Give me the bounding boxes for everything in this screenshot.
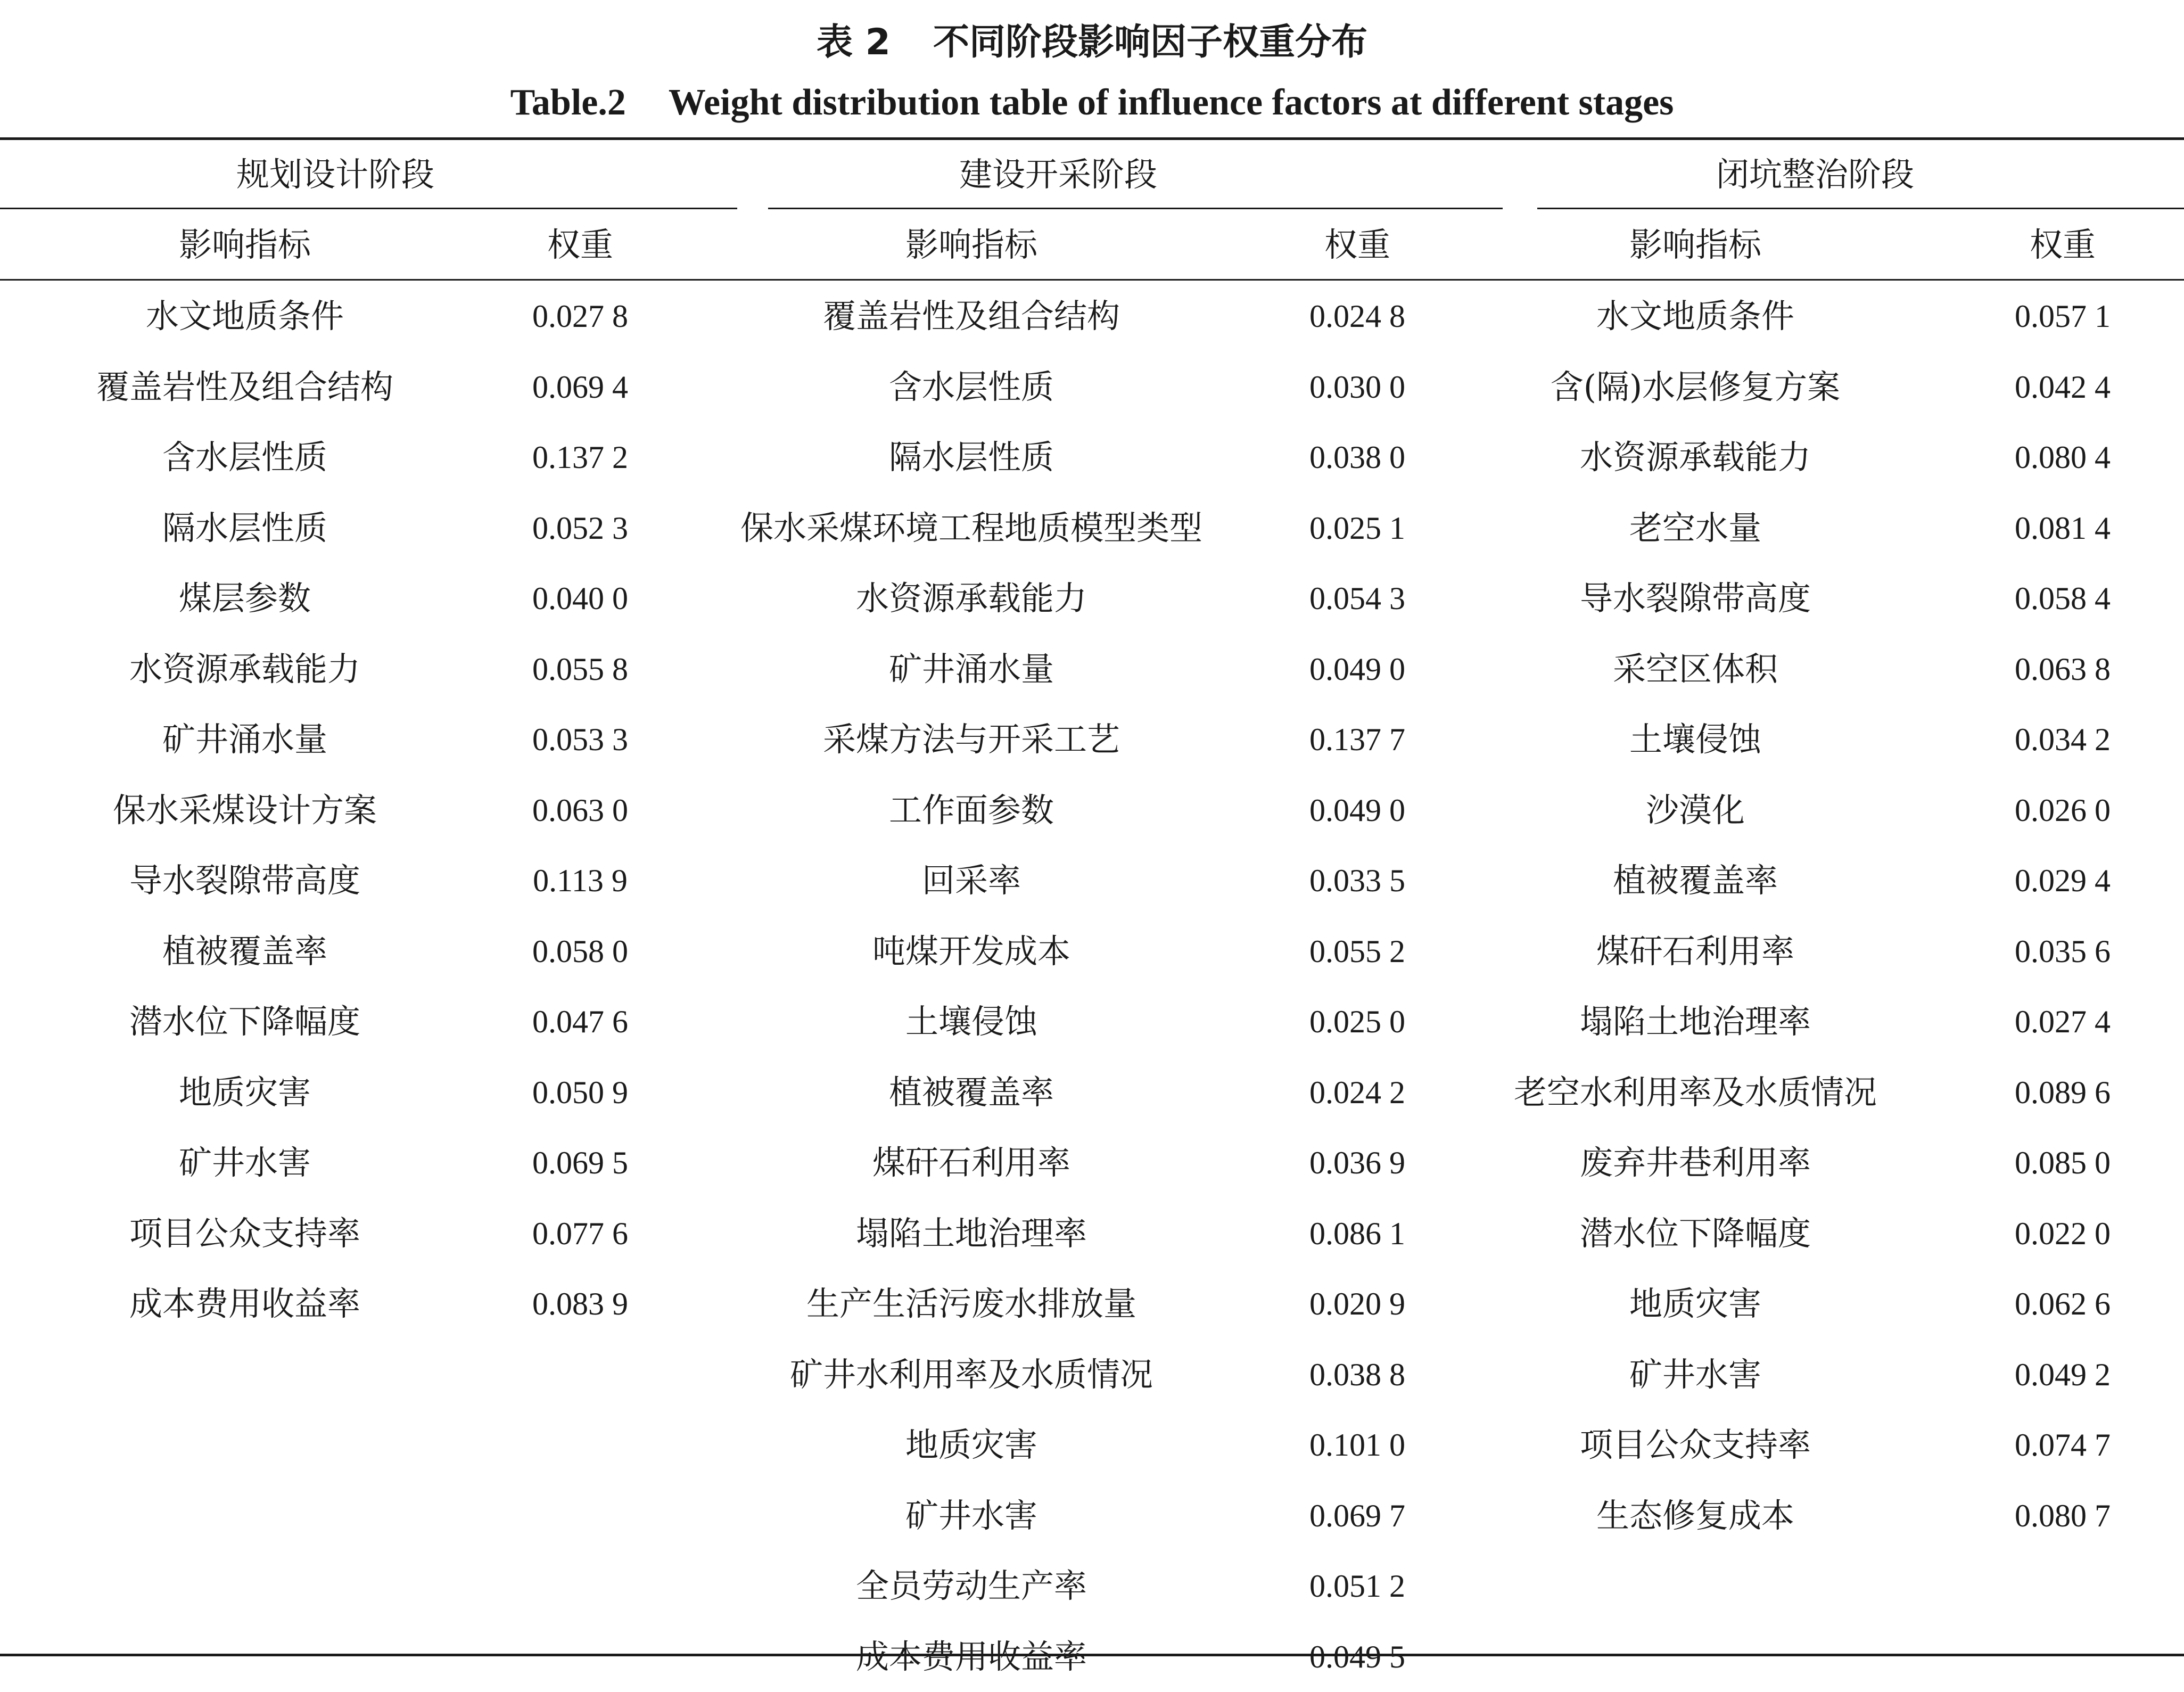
factor-cell: 保水采煤设计方案 <box>53 775 436 846</box>
weight-cell: 0.038 8 <box>1251 1340 1464 1410</box>
factor-cell: 矿井水害 <box>1480 1340 1911 1410</box>
stage-column-planning <box>53 281 687 1340</box>
table-row <box>1480 1481 2161 1551</box>
weight-cell: 0.035 6 <box>1964 916 2161 987</box>
weight-cell: 0.022 0 <box>1964 1198 2161 1269</box>
factor-cell: 老空水量 <box>1480 493 1911 564</box>
factor-cell: 地质灾害 <box>53 1057 436 1128</box>
weight-cell: 0.049 5 <box>1251 1622 1464 1692</box>
factor-cell: 采空区体积 <box>1480 634 1911 705</box>
weight-cell: 0.113 9 <box>474 845 687 916</box>
weight-cell: 0.040 0 <box>474 563 687 634</box>
stage-header-closure: 闭坑整治阶段 <box>1544 143 2087 207</box>
table-row <box>53 281 687 352</box>
weight-cell: 0.027 4 <box>1964 987 2161 1057</box>
table-row <box>1480 352 2161 423</box>
weight-cell: 0.080 7 <box>1964 1481 2161 1551</box>
factor-cell: 矿井水利用率及水质情况 <box>692 1340 1251 1410</box>
table-row <box>692 1340 1464 1410</box>
weight-cell: 0.062 6 <box>1964 1269 2161 1340</box>
weight-cell: 0.049 0 <box>1251 775 1464 846</box>
factor-cell: 矿井水害 <box>692 1481 1251 1551</box>
table-row <box>1480 916 2161 987</box>
table-caption-en <box>0 73 2184 132</box>
weight-cell: 0.049 0 <box>1251 634 1464 705</box>
table-row <box>1480 493 2161 564</box>
table-row <box>53 1198 687 1269</box>
factor-cell: 煤矸石利用率 <box>692 1128 1251 1198</box>
table-title-en: Weight distribution table of influence factors at different stages <box>669 82 1674 123</box>
weight-cell: 0.055 8 <box>474 634 687 705</box>
table-row <box>692 1410 1464 1481</box>
table-row <box>1480 1128 2161 1198</box>
weight-cell: 0.024 8 <box>1251 281 1464 352</box>
factor-cell: 项目公众支持率 <box>1480 1410 1911 1481</box>
factor-cell: 矿井涌水量 <box>53 704 436 775</box>
table-row <box>692 1198 1464 1269</box>
table-row <box>692 493 1464 564</box>
table-row <box>1480 987 2161 1057</box>
weight-cell: 0.029 4 <box>1964 845 2161 916</box>
weight-cell: 0.038 0 <box>1251 422 1464 493</box>
table-row <box>692 422 1464 493</box>
factor-cell: 隔水层性质 <box>692 422 1251 493</box>
factor-cell: 植被覆盖率 <box>1480 845 1911 916</box>
table-row <box>692 1481 1464 1551</box>
group-underline-construction <box>768 208 1503 209</box>
table-row <box>53 916 687 987</box>
table-row <box>53 1269 687 1340</box>
factor-cell: 地质灾害 <box>1480 1269 1911 1340</box>
top-rule <box>0 137 2184 140</box>
stage-column-construction <box>692 281 1464 1692</box>
factor-cell: 沙漠化 <box>1480 775 1911 846</box>
stage-column-closure <box>1480 281 2161 1551</box>
factor-cell: 废弃井巷利用率 <box>1480 1128 1911 1198</box>
table-number-cn: 表 2 <box>817 21 891 63</box>
table-row <box>692 281 1464 352</box>
column-header-factor-planning: 影响指标 <box>53 211 436 279</box>
factor-cell: 水资源承载能力 <box>692 563 1251 634</box>
weight-cell: 0.050 9 <box>474 1057 687 1128</box>
factor-cell: 覆盖岩性及组合结构 <box>692 281 1251 352</box>
table-row <box>1480 281 2161 352</box>
table-number-en: Table.2 <box>510 82 626 123</box>
header-rule <box>0 279 2184 281</box>
factor-cell: 土壤侵蚀 <box>1480 704 1911 775</box>
weight-cell: 0.069 7 <box>1251 1481 1464 1551</box>
weight-cell: 0.085 0 <box>1964 1128 2161 1198</box>
factor-cell: 成本费用收益率 <box>692 1622 1251 1692</box>
table-row <box>692 1128 1464 1198</box>
table-row <box>692 987 1464 1057</box>
table-row <box>1480 422 2161 493</box>
weight-cell: 0.034 2 <box>1964 704 2161 775</box>
factor-cell: 导水裂隙带高度 <box>1480 563 1911 634</box>
factor-cell: 地质灾害 <box>692 1410 1251 1481</box>
weight-cell: 0.083 9 <box>474 1269 687 1340</box>
weight-cell: 0.063 0 <box>474 775 687 846</box>
table-row <box>1480 845 2161 916</box>
weight-cell: 0.089 6 <box>1964 1057 2161 1128</box>
factor-cell: 工作面参数 <box>692 775 1251 846</box>
table-row <box>1480 1057 2161 1128</box>
factor-cell: 塌陷土地治理率 <box>1480 987 1911 1057</box>
column-header-weight-closure: 权重 <box>1964 211 2161 279</box>
table-row <box>1480 1198 2161 1269</box>
weight-cell: 0.063 8 <box>1964 634 2161 705</box>
table-row <box>53 845 687 916</box>
factor-cell: 土壤侵蚀 <box>692 987 1251 1057</box>
table-row <box>692 563 1464 634</box>
table-row <box>692 1269 1464 1340</box>
weight-cell: 0.020 9 <box>1251 1269 1464 1340</box>
factor-cell: 含(隔)水层修复方案 <box>1480 352 1911 423</box>
factor-cell: 保水采煤环境工程地质模型类型 <box>692 493 1251 564</box>
table-row <box>1480 563 2161 634</box>
table-caption-cn <box>0 11 2184 75</box>
table-row <box>692 916 1464 987</box>
factor-cell: 水资源承载能力 <box>53 634 436 705</box>
table-row <box>1480 775 2161 846</box>
column-header-factor-construction: 影响指标 <box>692 211 1251 279</box>
factor-cell: 水文地质条件 <box>1480 281 1911 352</box>
factor-cell: 覆盖岩性及组合结构 <box>53 352 436 423</box>
table-row <box>692 1622 1464 1692</box>
weight-cell: 0.052 3 <box>474 493 687 564</box>
weight-cell: 0.033 5 <box>1251 845 1464 916</box>
group-underline-closure <box>1537 208 2184 209</box>
factor-cell: 老空水利用率及水质情况 <box>1480 1057 1911 1128</box>
table-row <box>1480 1340 2161 1410</box>
weight-cell: 0.027 8 <box>474 281 687 352</box>
table-row <box>53 775 687 846</box>
table-row <box>53 634 687 705</box>
factor-cell: 吨煤开发成本 <box>692 916 1251 987</box>
factor-cell: 全员劳动生产率 <box>692 1551 1251 1622</box>
factor-cell: 植被覆盖率 <box>692 1057 1251 1128</box>
factor-cell: 隔水层性质 <box>53 493 436 564</box>
weight-cell: 0.101 0 <box>1251 1410 1464 1481</box>
weight-cell: 0.042 4 <box>1964 352 2161 423</box>
factor-cell: 水资源承载能力 <box>1480 422 1911 493</box>
stage-header-planning: 规划设计阶段 <box>0 143 671 207</box>
weight-cell: 0.054 3 <box>1251 563 1464 634</box>
weight-cell: 0.069 4 <box>474 352 687 423</box>
weight-cell: 0.036 9 <box>1251 1128 1464 1198</box>
weight-cell: 0.025 1 <box>1251 493 1464 564</box>
factor-cell: 矿井涌水量 <box>692 634 1251 705</box>
weight-cell: 0.047 6 <box>474 987 687 1057</box>
table-row <box>692 352 1464 423</box>
column-header-factor-closure: 影响指标 <box>1480 211 1911 279</box>
factor-cell: 导水裂隙带高度 <box>53 845 436 916</box>
factor-cell: 煤矸石利用率 <box>1480 916 1911 987</box>
weight-cell: 0.053 3 <box>474 704 687 775</box>
weight-cell: 0.026 0 <box>1964 775 2161 846</box>
weight-cell: 0.025 0 <box>1251 987 1464 1057</box>
weight-cell: 0.057 1 <box>1964 281 2161 352</box>
column-header-weight-construction: 权重 <box>1251 211 1464 279</box>
weight-cell: 0.051 2 <box>1251 1551 1464 1622</box>
table-row <box>692 845 1464 916</box>
factor-cell: 生态修复成本 <box>1480 1481 1911 1551</box>
weight-cell: 0.069 5 <box>474 1128 687 1198</box>
table-row <box>692 1551 1464 1622</box>
weight-cell: 0.077 6 <box>474 1198 687 1269</box>
group-underline-planning <box>0 208 737 209</box>
table-row <box>692 704 1464 775</box>
factor-cell: 含水层性质 <box>692 352 1251 423</box>
factor-cell: 植被覆盖率 <box>53 916 436 987</box>
factor-cell: 含水层性质 <box>53 422 436 493</box>
factor-cell: 潜水位下降幅度 <box>1480 1198 1911 1269</box>
factor-cell: 煤层参数 <box>53 563 436 634</box>
factor-cell: 潜水位下降幅度 <box>53 987 436 1057</box>
weight-cell: 0.055 2 <box>1251 916 1464 987</box>
table-row <box>53 1057 687 1128</box>
factor-cell: 采煤方法与开采工艺 <box>692 704 1251 775</box>
factor-cell: 项目公众支持率 <box>53 1198 436 1269</box>
table-row <box>1480 1269 2161 1340</box>
table-row <box>1480 1410 2161 1481</box>
table-row <box>1480 634 2161 705</box>
factor-cell: 生产生活污废水排放量 <box>692 1269 1251 1340</box>
table-row <box>53 422 687 493</box>
weight-cell: 0.058 0 <box>474 916 687 987</box>
table-row <box>692 775 1464 846</box>
table-row <box>692 634 1464 705</box>
weight-cell: 0.049 2 <box>1964 1340 2161 1410</box>
weight-cell: 0.024 2 <box>1251 1057 1464 1128</box>
factor-cell: 塌陷土地治理率 <box>692 1198 1251 1269</box>
table-row <box>53 493 687 564</box>
table-row <box>53 987 687 1057</box>
table-row <box>692 1057 1464 1128</box>
weight-cell: 0.058 4 <box>1964 563 2161 634</box>
table-row <box>53 704 687 775</box>
weight-cell: 0.137 2 <box>474 422 687 493</box>
weight-cell: 0.086 1 <box>1251 1198 1464 1269</box>
factor-cell: 水文地质条件 <box>53 281 436 352</box>
weight-cell: 0.137 7 <box>1251 704 1464 775</box>
factor-cell: 矿井水害 <box>53 1128 436 1198</box>
factor-cell: 成本费用收益率 <box>53 1269 436 1340</box>
table-title-cn: 不同阶段影响因子权重分布 <box>933 21 1367 63</box>
table-row <box>1480 704 2161 775</box>
column-header-weight-planning: 权重 <box>474 211 687 279</box>
table-row <box>53 563 687 634</box>
weight-cell: 0.081 4 <box>1964 493 2161 564</box>
stage-header-construction: 建设开采阶段 <box>768 143 1348 207</box>
table-row <box>53 1128 687 1198</box>
weight-cell: 0.030 0 <box>1251 352 1464 423</box>
table-row <box>53 352 687 423</box>
weight-cell: 0.074 7 <box>1964 1410 2161 1481</box>
weight-cell: 0.080 4 <box>1964 422 2161 493</box>
factor-cell: 回采率 <box>692 845 1251 916</box>
